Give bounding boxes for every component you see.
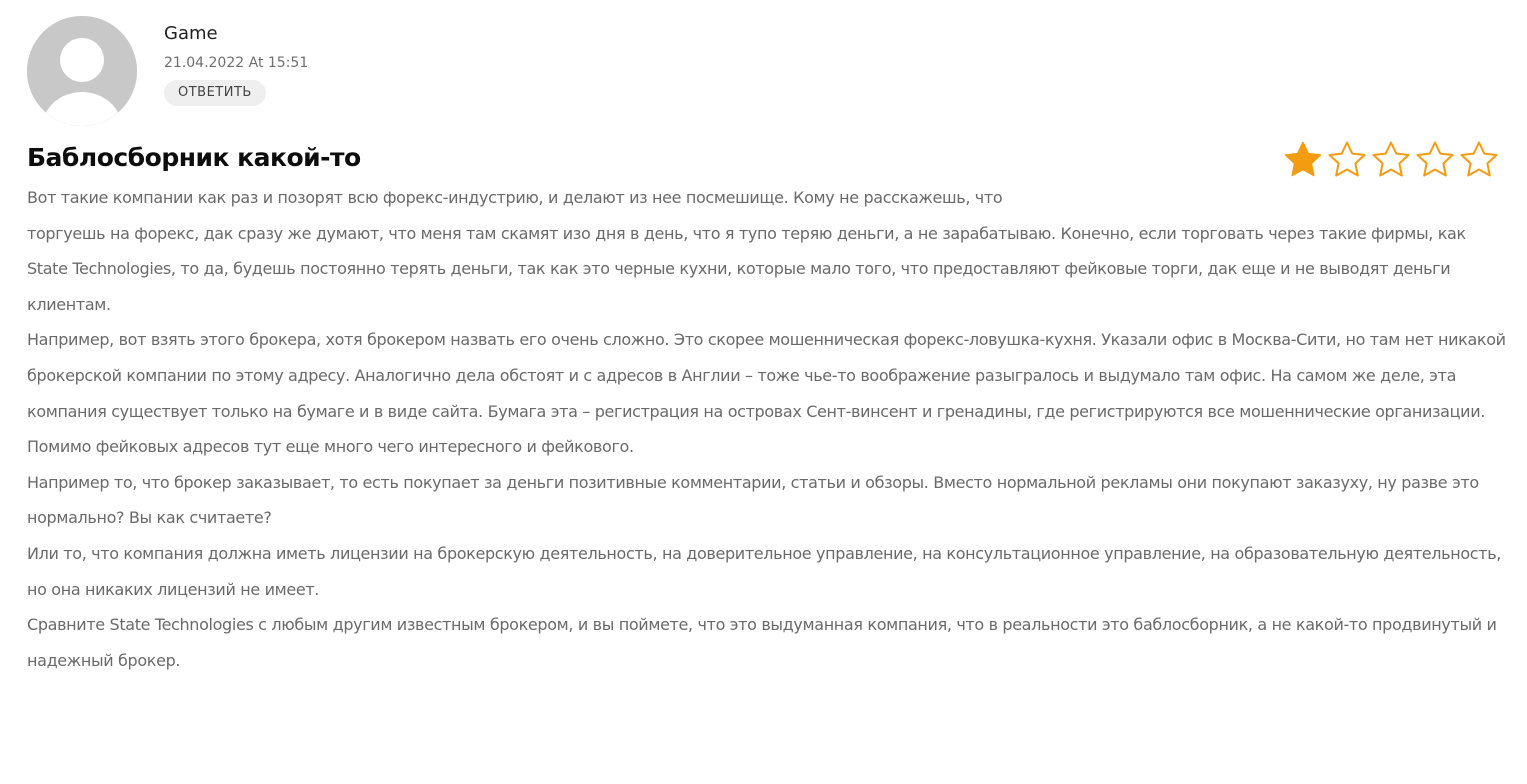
- review-paragraph: Например то, что брокер заказывает, то есть покупает за деньги позитивные комментарии, статьи и обзоры. Вместо нормальной рекламы они покупают заказуху, ну разве это нормально? Вы как считаете?: [27, 472, 1479, 528]
- review-paragraph: Или то, что компания должна иметь лицензии на брокерскую деятельность, на доверительное управление, на консультационное управление, на образовательную деятельность, но она никаких лицензий не имеет.: [27, 543, 1502, 599]
- star-empty-icon: [1459, 140, 1499, 180]
- review-paragraph: Вот такие компании как раз и позорят всю форекс-индустрию, и делают из нее посмешище. Кому не расскажешь, что: [27, 188, 1003, 207]
- review-paragraph: Например, вот взять этого брокера, хотя брокером назвать его очень сложно. Это скорее мошенническая форекс-ловушка-кухня. Указали офис в Москва-Сити, но там нет никакой брокерской компании по этому адресу. Аналогично дела обстоят и с адресов в Англии – тоже чье-то воображение разыгралось и выдумало там офис. На самом же деле, эта компания существует только на бумаге и в виде сайта. Бумага эта – регистрация на островах Сент-винсент и гренадины, где регистрируются все мошеннические организации. Помимо фейковых адресов тут еще много чего интересного и фейкового.: [27, 330, 1506, 457]
- star-empty-icon: [1371, 140, 1411, 180]
- author-name: Game: [164, 23, 218, 44]
- comment-meta: [164, 22, 308, 106]
- review-paragraph: Сравните State Technologies с любым другим известным брокером, и вы поймете, что это выдуманная компания, что в реальности это баблосборник, а не какой-то продвинутый и надежный брокер.: [27, 615, 1497, 670]
- review-paragraph: торгуешь на форекс, дак сразу же думают, что меня там скамят изо дня в день, что я тупо теряю деньги, а не зарабатываю. Конечно, если торговать через такие фирмы, как State Technologies, то да, будешь постоянно терять деньги, так как это черные кухни, которые мало того, что предоставляют фейковые торги, дак еще и не выводят деньги клиентам.: [27, 223, 1466, 314]
- review-title: Баблосборник какой-то: [27, 143, 361, 172]
- reply-button[interactable]: ОТВЕТИТЬ: [164, 80, 266, 106]
- comment-date: 21.04.2022 At 15:51: [164, 55, 309, 71]
- review-body: [27, 180, 1507, 678]
- star-filled-icon: [1283, 140, 1323, 180]
- star-empty-icon: [1327, 140, 1367, 180]
- star-rating: [1283, 140, 1499, 180]
- default-user-avatar-icon: [27, 16, 137, 126]
- star-empty-icon: [1415, 140, 1455, 180]
